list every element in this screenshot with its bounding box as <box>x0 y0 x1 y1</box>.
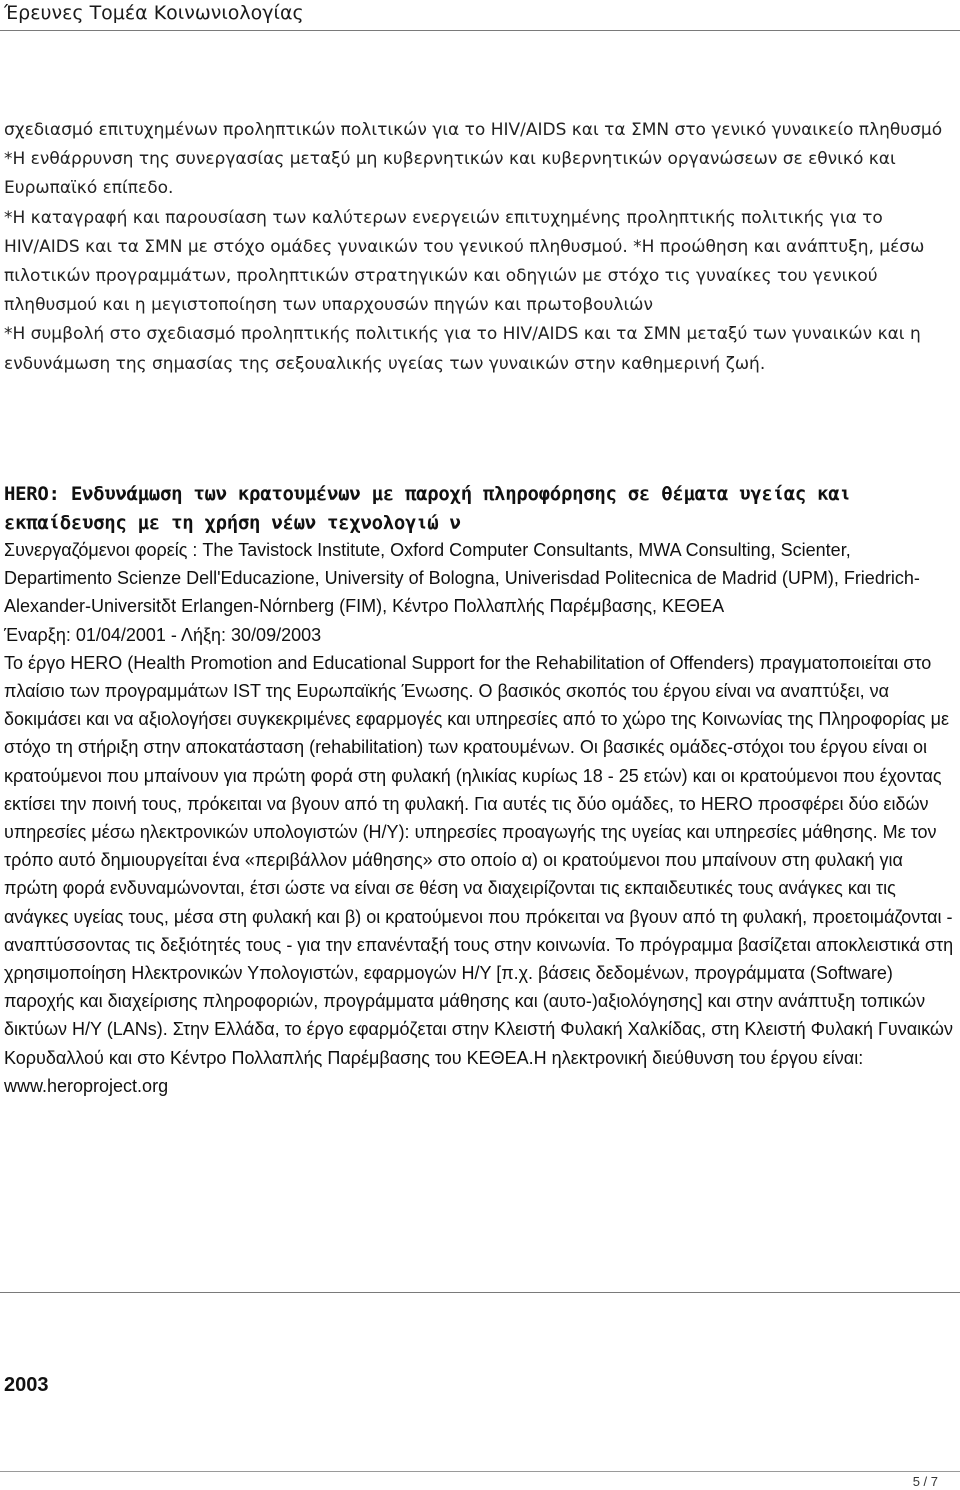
page-number: 5 / 7 <box>912 1474 938 1489</box>
intro-paragraph: σχεδιασμό επιτυχημένων προληπτικών πολιτικών για το HIV/AIDS και τα ΣΜΝ στο γενικό γυναικείο πληθυσμό <box>4 120 943 140</box>
intro-paragraph: *Η ενθάρρυνση της συνεργασίας μεταξύ μη κυβερνητικών και κυβερνητικών οργανώσεων σε εθνικό και Ευρωπαϊκό επίπεδο. <box>4 149 896 199</box>
intro-paragraph: *Η συμβολή στο σχεδιασμό προληπτικής πολιτικής για το HIV/AIDS και τα ΣΜΝ μεταξύ των γυναικών και η ενδυνάμωση της σημασίας της σεξουαλικής υγείας των γυναικών στην καθημερινή ζωή. <box>4 324 921 374</box>
page-title: Έρευνες Τομέα Κοινωνιολογίας <box>4 2 304 24</box>
content-divider <box>0 1292 960 1293</box>
project-body <box>4 536 954 1100</box>
project-title: HERO: Ενδυνάμωση των κρατουμένων με παροχή πληροφόρησης σε θέματα υγείας και εκπαίδευσης με τη χρήση νέων τεχνολογιώ ν <box>4 483 851 534</box>
project-dates: Έναρξη: 01/04/2001 - Λήξη: 30/09/2003 <box>4 624 322 645</box>
footer-divider <box>0 1471 960 1472</box>
footer-year: 2003 <box>4 1374 49 1396</box>
intro-text <box>4 116 954 379</box>
project-description: Το έργο HERO (Health Promotion and Educational Support for the Rehabilitation of Offenders) πραγματοποιείται στο πλαίσιο των προγραμμάτων IST της Ευρωπαϊκής Ένωσης. Ο βασικός σκοπός του έργου είναι να αναπτύξει, να δοκιμάσει και να αξιολογήσει συγκεκριμένες εφαρμογές και υπηρεσίες από το χώρο της Κοινωνίας της Πληροφορίας με στόχο τη στήριξη στην αποκατάσταση (rehabilitation) των κρατουμένων. Οι βασικές ομάδες-στόχοι του έργου είναι οι κρατούμενοι που μπαίνουν για πρώτη φορά στη φυλακή (ηλικίας κυρίως 18 - 25 ετών) και οι κρατούμενοι που έχοντας εκτίσει την ποινή τους, πρόκειται να βγουν από τη φυλακή. Για αυτές τις δύο ομάδες, το HERO προσφέρει δύο ειδών υπηρεσίες μέσω ηλεκτρονικών υπολογιστών (Η/Υ): υπηρεσίες προαγωγής της υγείας και υπηρεσίες μάθησης. Με τον τρόπο αυτό δημιουργείται ένα «περιβάλλον μάθησης» στο οποίο α) οι κρατούμενοι που μπαίνουν στη φυλακή για πρώτη φορά ενδυναμώνονται, έτσι ώστε να είναι σε θέση να διαχειρίζονται τις εκπαιδευτικές τους ανάγκες και τις ανάγκες υγείας τους, μέσα στη φυλακή και β) οι κρατούμενοι που πρόκειται να βγουν από τη φυλακή, προετοιμάζονται - αναπτύσσοντας τις δεξιότητές τους - για την επανένταξή τους στην κοινωνία. Το πρόγραμμα βασίζεται αποκλειστικά στη χρησιμοποίηση Ηλεκτρονικών Υπολογιστών, εφαρμογών Η/Υ [π.χ. βάσεις δεδομένων, προγράμματα (Software) παροχής και διαχείρισης πληροφοριών, προγράμματα μάθησης και (αυτο-)αξιολόγησης] και στην ανάπτυξη τοπικών δικτύων Η/Υ (LANs). Στην Ελλάδα, το έργο εφαρμόζεται στην Κλειστή Φυλακή Χαλκίδας, στη Κλειστή Φυλακή Γυναικών Κορυδαλλού και στο Κέντρο Πολλαπλής Παρέμβασης του ΚΕΘΕΑ.Η ηλεκτρονική διεύθυνση του έργου είναι: www.heroproject.org <box>4 652 954 1096</box>
intro-paragraph: *Η καταγραφή και παρουσίαση των καλύτερων ενεργειών επιτυχημένης προληπτικής πολιτικής για το HIV/AIDS και τα ΣΜΝ με στόχο ομάδες γυναικών του γενικού πληθυσμού. *Η προώθηση και ανάπτυξη, μέσω πιλοτικών προγραμμάτων, προληπτικών στρατηγικών και οδηγιών με στόχο τις γυναίκες του γενικού πληθυσμού και η μεγιστοποίηση των υπαρχουσών πηγών και πρωτοβουλιών <box>4 207 925 316</box>
project-partners: Συνεργαζόμενοι φορείς : The Tavistock Institute, Oxford Computer Consultants, MWA Consulting, Scienter, Departimento Scienze Dell'Educazione, University of Bologna, Univerisdad Politecnica de Madrid (UPM), Friedrich-Alexander-Universitδt Erlangen-Nόrnberg (FIM), Κέντρο Πολλαπλής Παρέμβασης, ΚΕΘΕΑ <box>4 540 920 617</box>
header-divider <box>0 30 960 31</box>
